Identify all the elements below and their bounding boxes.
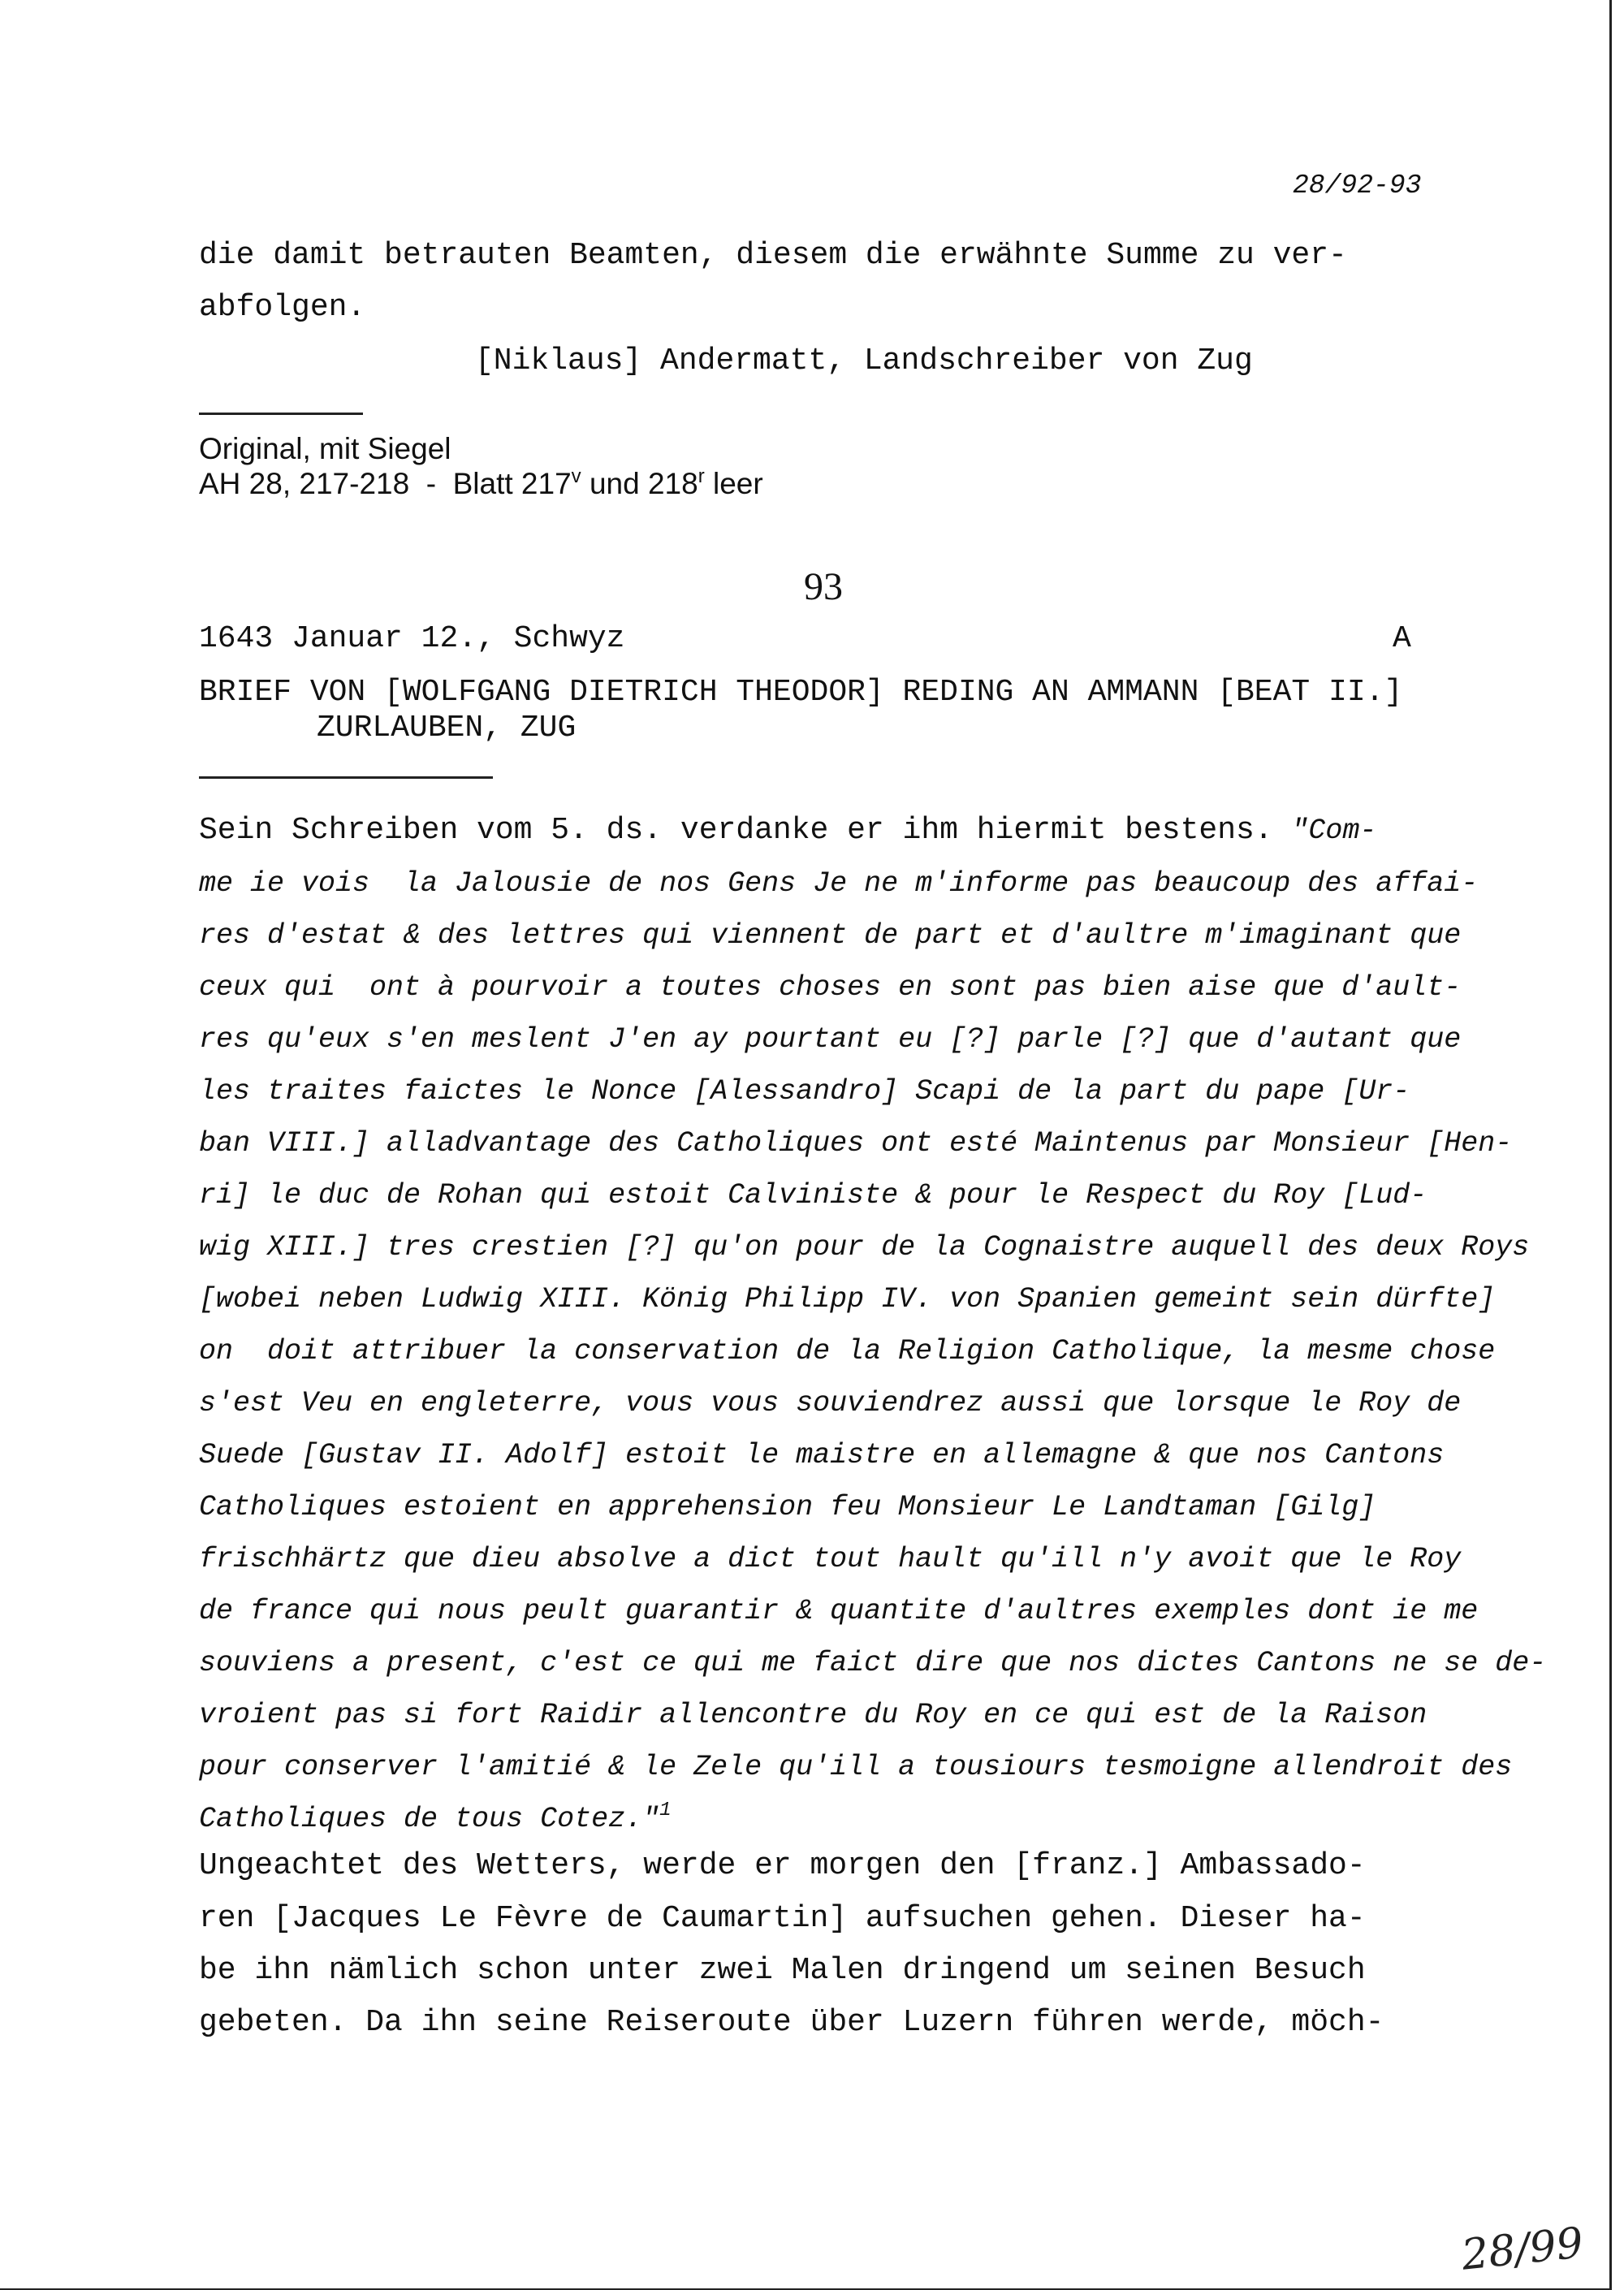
- body-line: Ungeachtet des Wetters, werde er morgen den [franz.] Ambassado-: [199, 1848, 1366, 1883]
- quote-line: frischhärtz que dieu absolve a dict tout hault qu'ill n'y avoit que le Roy: [199, 1543, 1462, 1575]
- intro-line-1: die damit betrauten Beamten, diesem die erwähnte Summe zu ver-: [199, 238, 1347, 273]
- quote-line: ceux qui ont à pourvoir a toutes choses en sont pas bien aise que d'ault-: [199, 971, 1462, 1004]
- quote-line: vroient pas si fort Raidir allencontre du Roy en ce qui est de la Raison: [199, 1699, 1427, 1731]
- source-line-2: [199, 465, 763, 503]
- copy-marker: A: [1393, 621, 1411, 656]
- handwritten-folio-number: 28/99: [1459, 2219, 1586, 2280]
- quote-line: ban VIII.] alladvantage des Catholiques ont esté Maintenus par Monsieur [Hen-: [199, 1127, 1513, 1160]
- signature-line: [Niklaus] Andermatt, Landschreiber von Zug: [475, 344, 1253, 378]
- recto-mark: r: [698, 465, 705, 487]
- title-line-1: BRIEF VON [WOLFGANG DIETRICH THEODOR] REDING AN AMMANN [BEAT II.]: [199, 675, 1403, 710]
- quote-line: res d'estat & des lettres qui viennent de part et d'aultre m'imaginant que: [199, 919, 1462, 952]
- verso-mark: v: [571, 465, 581, 487]
- quote-line: pour conserver l'amitié & le Zele qu'ill a tousiours tesmoigne allendroit des: [199, 1751, 1513, 1783]
- quote-line: s'est Veu en engleterre, vous vous souviendrez aussi que lorsque le Roy de: [199, 1387, 1462, 1419]
- quote-line: Suede [Gustav II. Adolf] estoit le maistre en allemagne & que nos Cantons: [199, 1439, 1445, 1471]
- body-line-1: [199, 812, 1376, 849]
- source-line-1: Original, mit Siegel: [199, 432, 451, 465]
- quote-line: on doit attribuer la conservation de la Religion Catholique, la mesme chose: [199, 1335, 1496, 1368]
- body-line: be ihn nämlich schon unter zwei Malen dringend um seinen Besuch: [199, 1953, 1366, 1988]
- quote-start: "Com-: [1291, 814, 1377, 847]
- body-line: gebeten. Da ihn seine Reiseroute über Luzern führen werde, möch-: [199, 2005, 1384, 2040]
- body-summary: Sein Schreiben vom 5. ds. verdanke er ihm hiermit bestens.: [199, 813, 1292, 848]
- quote-line: souviens a present, c'est ce qui me faict dire que nos dictes Cantons ne se de-: [199, 1647, 1547, 1679]
- separator-rule-2: [199, 776, 493, 779]
- quote-line: res qu'eux s'en meslent J'en ay pourtant eu [?] parle [?] que d'autant que: [199, 1023, 1462, 1056]
- document-number: 93: [804, 565, 843, 608]
- quote-line: Catholiques estoient en apprehension feu Monsieur Le Landtaman [Gilg]: [199, 1491, 1376, 1523]
- body-line: ren [Jacques Le Fèvre de Caumartin] aufsuchen gehen. Dieser ha-: [199, 1901, 1366, 1936]
- intro-line-2: abfolgen.: [199, 290, 366, 325]
- quote-end: Catholiques de tous Cotez.": [199, 1803, 660, 1835]
- quote-line: me ie vois la Jalousie de nos Gens Je ne m'informe pas beaucoup des affai-: [199, 867, 1479, 900]
- page-reference: 28/92-93: [1293, 171, 1422, 201]
- quote-line: ri] le duc de Rohan qui estoit Calviniste & pour le Respect du Roy [Lud-: [199, 1179, 1427, 1212]
- quote-line: les traites faictes le Nonce [Alessandro] Scapi de la part du pape [Ur-: [199, 1075, 1410, 1108]
- date-place: 1643 Januar 12., Schwyz: [199, 621, 625, 656]
- separator-rule-1: [199, 413, 363, 415]
- footnote-marker: 1: [659, 1800, 672, 1821]
- title-line-2: ZURLAUBEN, ZUG: [317, 711, 577, 745]
- quote-line: wig XIII.] tres crestien [?] qu'on pour de la Cognaistre auquell des deux Roys: [199, 1231, 1530, 1264]
- source-ref: AH 28, 217-218 - Blatt 217: [199, 467, 572, 500]
- source-ref-and: und 218: [581, 467, 698, 500]
- quote-last-line: [199, 1800, 672, 1838]
- quote-line: [wobei neben Ludwig XIII. König Philipp IV. von Spanien gemeint sein dürfte]: [199, 1283, 1496, 1316]
- quote-line: de france qui nous peult guarantir & quantite d'aultres exemples dont ie me: [199, 1595, 1479, 1627]
- source-blank: leer: [704, 467, 763, 500]
